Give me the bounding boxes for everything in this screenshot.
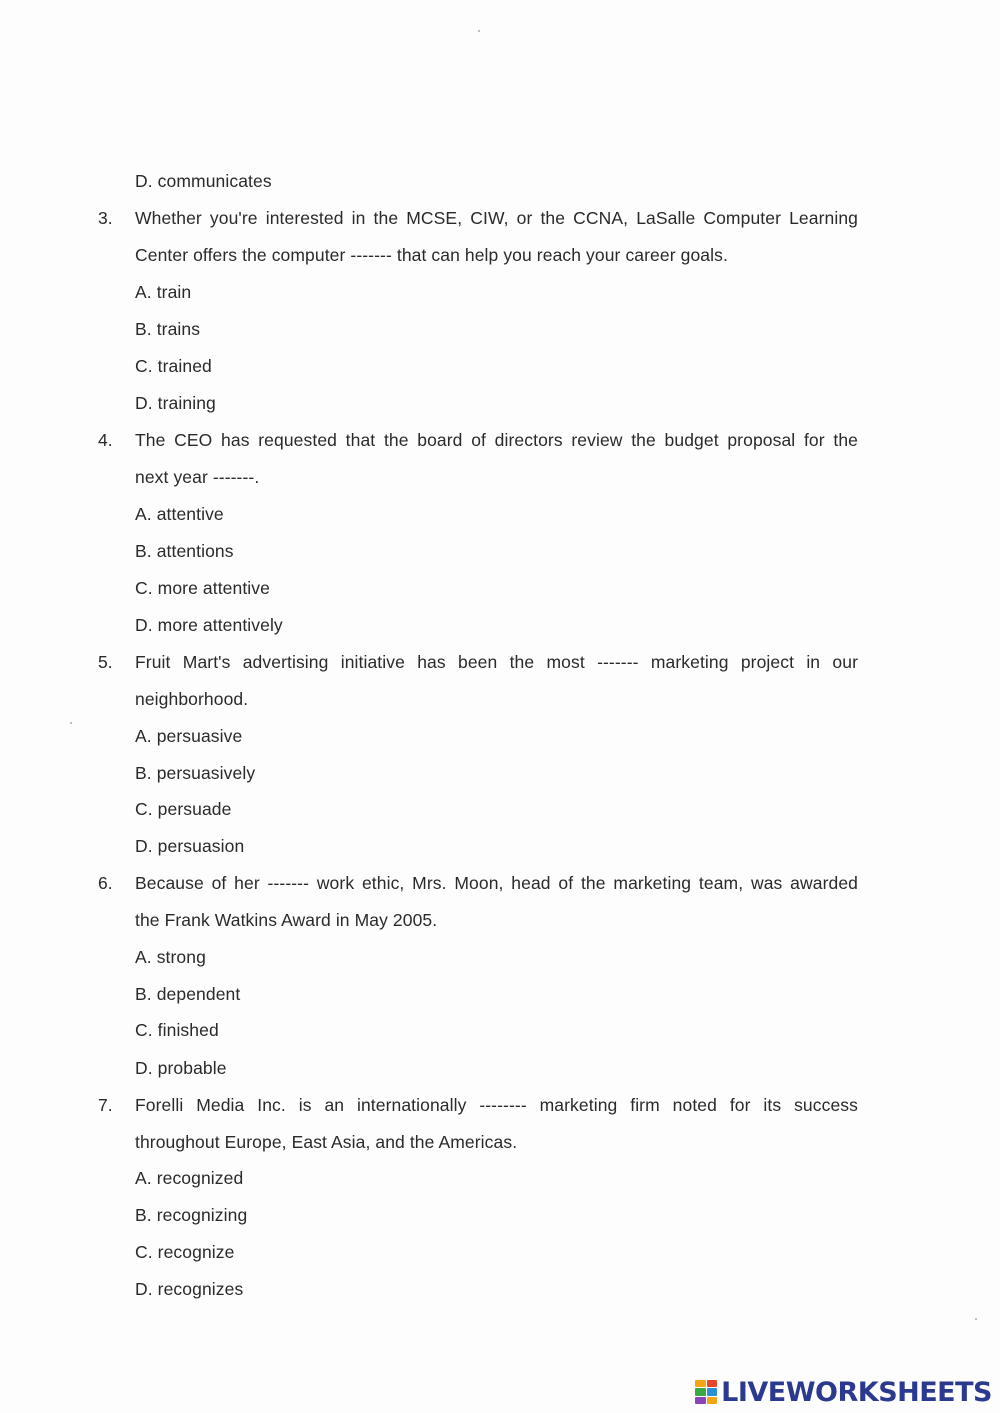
answer-option[interactable]: C. recognize [135, 1242, 235, 1262]
question-stem-line: Because of her ------- work ethic, Mrs. Moon, head of the marketing team, was awarded [135, 873, 858, 893]
answer-option[interactable]: B. recognizing [135, 1205, 248, 1225]
option-top-d: D. communicates [135, 171, 272, 191]
answer-option[interactable]: D. persuasion [135, 836, 245, 856]
question-stem-line: Center offers the computer ------- that can help you reach your career goals. [135, 245, 728, 265]
answer-option[interactable]: C. finished [135, 1020, 219, 1040]
scan-speck [478, 30, 480, 32]
question-stem-line: Forelli Media Inc. is an internationally -------- marketing firm noted for its success [135, 1095, 858, 1115]
question-stem-line: neighborhood. [135, 689, 249, 709]
answer-option[interactable]: A. persuasive [135, 726, 243, 746]
answer-option[interactable]: B. attentions [135, 541, 234, 561]
question-stem-line: Fruit Mart's advertising initiative has been the most ------- marketing project in our [135, 652, 858, 672]
answer-option[interactable]: B. dependent [135, 984, 241, 1004]
answer-option[interactable]: C. more attentive [135, 578, 270, 598]
question-number: 7. [98, 1095, 113, 1115]
question-number: 3. [98, 208, 113, 228]
question-number: 4. [98, 430, 113, 450]
answer-option[interactable]: B. persuasively [135, 763, 256, 783]
answer-option[interactable]: A. train [135, 282, 192, 302]
question-stem-line: Whether you're interested in the MCSE, CIW, or the CCNA, LaSalle Computer Learning [135, 208, 858, 228]
liveworksheets-logo-icon [695, 1380, 717, 1404]
answer-option[interactable]: D. recognizes [135, 1279, 244, 1299]
answer-option[interactable]: C. persuade [135, 799, 232, 819]
question-stem-line: the Frank Watkins Award in May 2005. [135, 910, 438, 930]
answer-option[interactable]: D. probable [135, 1058, 227, 1078]
scan-speck [70, 722, 72, 724]
question-number: 5. [98, 652, 113, 672]
answer-option[interactable]: C. trained [135, 356, 212, 376]
question-stem-line: throughout Europe, East Asia, and the Americas. [135, 1132, 518, 1152]
answer-option[interactable]: D. training [135, 393, 216, 413]
question-stem-line: The CEO has requested that the board of directors review the budget proposal for the [135, 430, 858, 450]
liveworksheets-wordmark: LIVEWORKSHEETS [721, 1376, 992, 1408]
answer-option[interactable]: D. more attentively [135, 615, 283, 635]
answer-option[interactable]: A. strong [135, 947, 206, 967]
answer-option[interactable]: A. recognized [135, 1168, 244, 1188]
question-stem-line: next year -------. [135, 467, 260, 487]
answer-option[interactable]: B. trains [135, 319, 201, 339]
scan-speck [975, 1318, 977, 1320]
answer-option[interactable]: A. attentive [135, 504, 224, 524]
liveworksheets-watermark [695, 1377, 992, 1407]
question-number: 6. [98, 873, 113, 893]
